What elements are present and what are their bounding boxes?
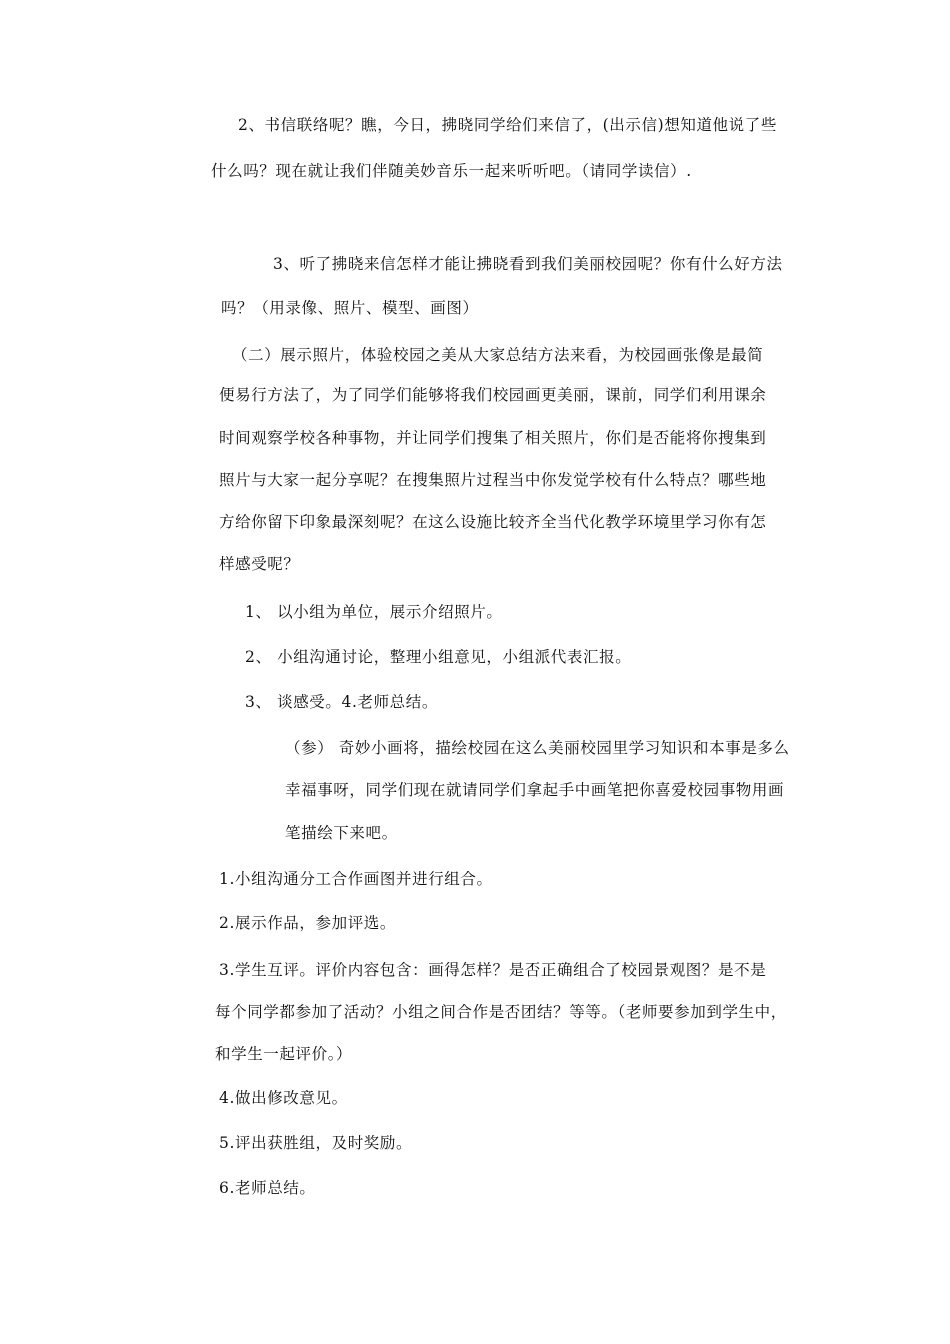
text-line: 3、听了拂晓来信怎样才能让拂晓看到我们美丽校园呢？你有什么好方法 xyxy=(273,255,783,273)
text-line: 时间观察学校各种事物，并让同学们搜集了相关照片，你们是否能将你搜集到 xyxy=(219,429,767,447)
text-line: 和学生一起评价。） xyxy=(215,1045,353,1063)
text-line: （参） 奇妙小画将，描绘校园在这么美丽校园里学习知识和本事是多么 xyxy=(285,739,790,757)
text-line: 幸福事呀，同学们现在就请同学们拿起手中画笔把你喜爱校园事物用画 xyxy=(285,781,785,799)
list-item: 1、 以小组为单位，展示介绍照片。 xyxy=(245,603,503,621)
text-line: 照片与大家一起分享呢？在搜集照片过程当中你发觉学校有什么特点？哪些地 xyxy=(219,471,767,489)
text-line: 3.学生互评。评价内容包含：画得怎样？是否正确组合了校园景观图？是不是 xyxy=(219,961,767,979)
text-line: 笔描绘下来吧。 xyxy=(285,824,398,842)
text-line: 4.做出修改意见。 xyxy=(219,1089,348,1107)
text-line: （二）展示照片，体验校园之美从大家总结方法来看，为校园画张像是最简 xyxy=(232,346,764,364)
text-line: 2.展示作品，参加评选。 xyxy=(219,914,396,932)
text-line: 2、书信联络呢？瞧，今日，拂晓同学给们来信了，(出示信)想知道他说了些 xyxy=(238,116,777,134)
text-line: 6.老师总结。 xyxy=(219,1179,316,1197)
text-line: 什么吗？现在就让我们伴随美妙音乐一起来听听吧。（请同学读信）. xyxy=(211,162,692,180)
text-line: 吗？（用录像、照片、模型、画图） xyxy=(221,299,479,317)
list-item: 3、 谈感受。4.老师总结。 xyxy=(245,693,438,711)
text-line: 样感受呢？ xyxy=(219,555,300,573)
text-line: 每个同学都参加了活动？小组之间合作是否团结？等等。（老师要参加到学生中， xyxy=(215,1003,787,1021)
list-item: 2、 小组沟通讨论，整理小组意见，小组派代表汇报。 xyxy=(245,648,632,666)
text-line: 便易行方法了，为了同学们能够将我们校园画更美丽，课前，同学们利用课余 xyxy=(219,386,767,404)
text-line: 1.小组沟通分工合作画图并进行组合。 xyxy=(219,870,493,888)
text-line: 5.评出获胜组，及时奖励。 xyxy=(219,1134,413,1152)
text-line: 方给你留下印象最深刻呢？在这么设施比较齐全当代化教学环境里学习你有怎 xyxy=(219,513,767,531)
